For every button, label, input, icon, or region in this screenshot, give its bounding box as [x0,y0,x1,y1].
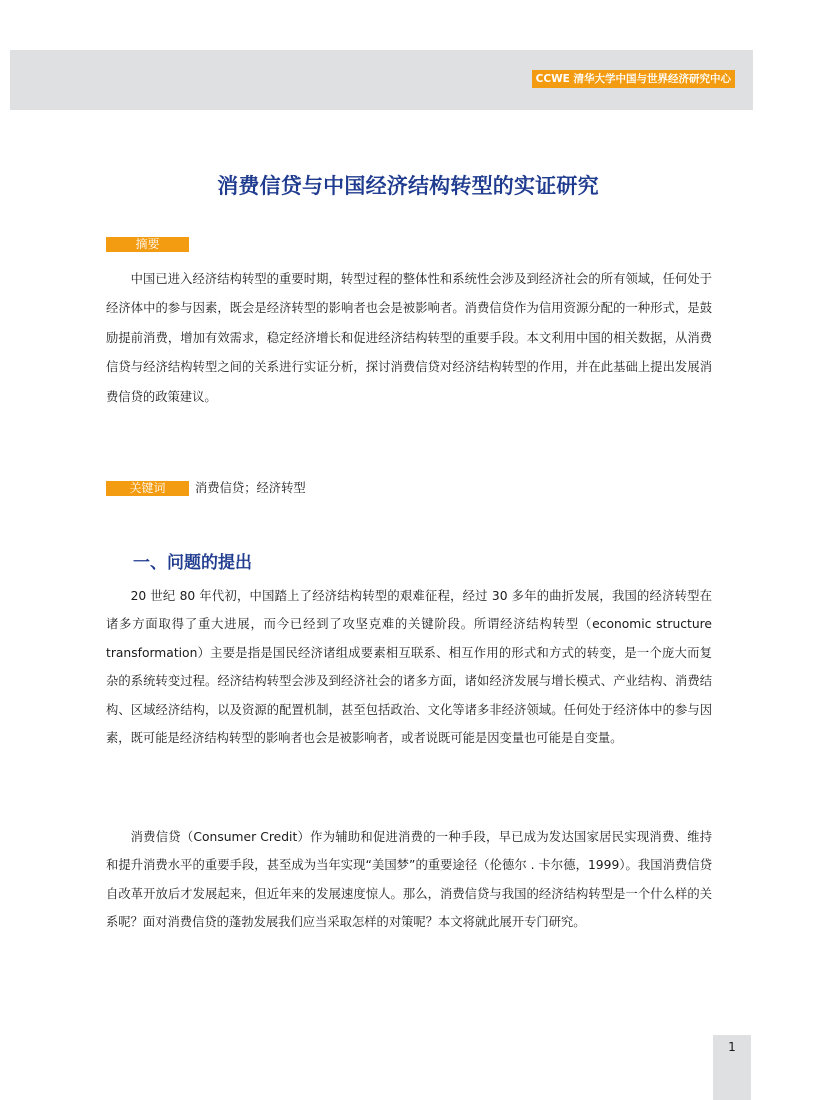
body-paragraph-2: 消费信贷（Consumer Credit）作为辅助和促进消费的一种手段，早已成为发达国家居民实现消费、维持和提升消费水平的重要手段，甚至成为当年实现“美国梦”的重要途径（伦德尔 . 卡尔德，1999）。我国消费信贷自改革开放后才发展起来，但近年来的发展速度惊人。那么，消费信贷与我国的经济结构转型是一个什么样的关系呢？面对消费信贷的蓬勃发展我们应当采取怎样的对策呢？本文将就此展开专门研究。 [106,830,712,930]
section-heading: 一、问题的提出 [133,553,252,573]
paper-title: 消费信贷与中国经济结构转型的实证研究 [217,174,599,198]
page-number-box [713,1035,751,1100]
abstract-label: 摘要 [106,237,189,252]
header-band [10,50,753,110]
keywords-label: 关键词 [106,481,189,496]
abstract-text: 中国已进入经济结构转型的重要时期，转型过程的整体性和系统性会涉及到经济社会的所有领域，任何处于经济体中的参与因素，既会是经济转型的影响者也会是被影响者。消费信贷作为信用资源分配的一种形式，是鼓励提前消费，增加有效需求，稳定经济增长和促进经济结构转型的重要手段。本文利用中国的相关数据，从消费信贷与经济结构转型之间的关系进行实证分析，探讨消费信贷对经济结构转型的作用，并在此基础上提出发展消费信贷的政策建议。 [106,272,712,404]
organization-label: CCWE 清华大学中国与世界经济研究中心 [532,70,735,88]
page-number: 1 [728,1040,736,1054]
body-paragraph-1: 20 世纪 80 年代初，中国踏上了经济结构转型的艰难征程，经过 30 多年的曲折发展，我国的经济转型在诸多方面取得了重大进展，而今已经到了攻坚克难的关键阶段。所谓经济结构转型（economic structure transformation）主要是指是国民经济诸组成要素相互联系、相互作用的形式和方式的转变，是一个庞大而复杂的系统转变过程。经济结构转型会涉及到经济社会的诸多方面，诸如经济发展与增长模式、产业结构、消费结构、区域经济结构，以及资源的配置机制，甚至包括政治、文化等诸多非经济领域。任何处于经济体中的参与因素，既可能是经济结构转型的影响者也会是被影响者，或者说既可能是因变量也可能是自变量。 [106,589,712,746]
keywords-text: 消费信贷；经济转型 [195,481,306,495]
